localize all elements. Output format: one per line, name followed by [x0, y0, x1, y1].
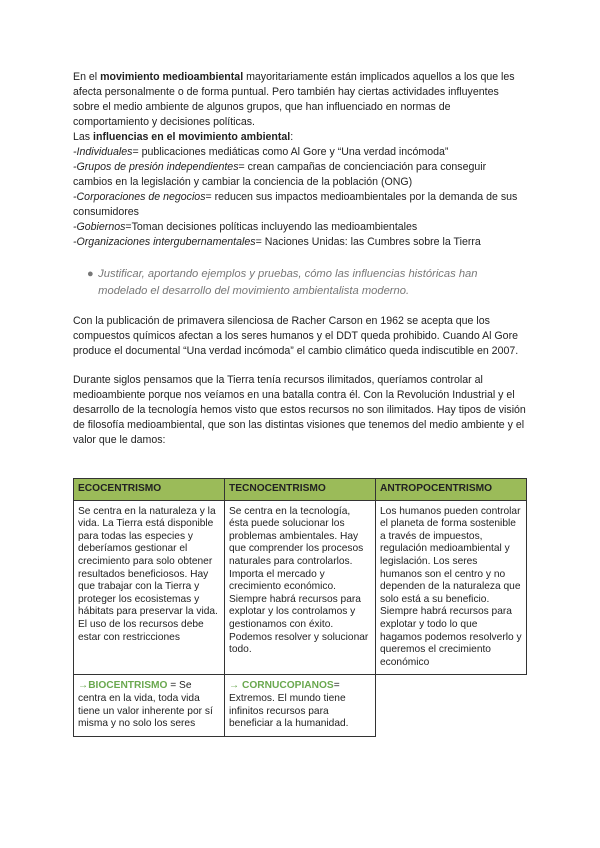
cell-biocentrismo: →BIOCENTRISMO = Se centra en la vida, toda vida tiene un valor inherente por sí misma y no solo los seres [74, 675, 225, 736]
influence-item: -Individuales= publicaciones mediáticas como Al Gore y “Una verdad incómoda” [73, 146, 449, 158]
header-ecocentrismo: ECOCENTRISMO [74, 479, 225, 501]
intro-paragraph: En el movimiento medioambiental mayoritariamente están implicados aquellos a los que les afecta personalmente o de forma puntual. Pero también hay ciertas actividades influyentes sobre el medio ambiente de algunos grupos, que han influenciado en normas de comportamiento y decisiones políticas. [73, 71, 515, 128]
influence-item: -Gobiernos=Toman decisiones políticas incluyendo las medioambientales [73, 221, 418, 233]
cell-tecnocentrismo: Se centra en la tecnología, ésta puede solucionar los problemas ambientales. Hay que comprender los procesos naturales para controlarlos. Importa el mercado y crecimiento económico. Siempre habrá recursos para explotar y los controlamos y gestionamos con éxito. Podemos resolver y solucionar todo. [225, 500, 376, 675]
philosophy-table [73, 478, 527, 737]
influence-item: -Organizaciones intergubernamentales= Naciones Unidas: las Cumbres sobre la Tierra [73, 236, 481, 248]
biocentrismo-term: →BIOCENTRISMO [78, 680, 168, 692]
header-antropocentrismo: ANTROPOCENTRISMO [376, 479, 527, 501]
cornucopianos-term: → CORNUCOPIANOS [229, 680, 334, 692]
document-page [73, 70, 528, 737]
cell-antropocentrismo: Los humanos pueden controlar el planeta de forma sostenible a través de impuestos, regulación medioambiental y legislación. Los seres humanos son el centro y no dependen de la naturaleza que solo está a su beneficio. Siempre habrá recursos para explotar y todo lo que hagamos podemos resolverlo y queremos el crecimiento económico [376, 500, 527, 675]
influences-heading: Las influencias en el movimiento ambiental: [73, 131, 294, 143]
bullet-icon: ● [87, 268, 94, 280]
paragraph-philosophy: Durante siglos pensamos que la Tierra tenía recursos ilimitados, queríamos controlar al medioambiente porque nos veíamos en una batalla contra él. Con la Revolución Industrial y el desarrollo de la tecnología hemos visto que estos recursos no son ilimitados. Hay tipos de visión de filosofía medioambiental, que son las distintas visiones que tenemos del medio ambiente y el valor que le damos: [73, 374, 526, 446]
cell-ecocentrismo: Se centra en la naturaleza y la vida. La Tierra está disponible para todas las especies y deberíamos gestionar el crecimiento para solo obtener resultados beneficiosos. Hay que trabajar con la Tierra y proteger los ecosistemas y hábitats para preservar la vida. El uso de los recursos debe estar con restricciones [74, 500, 225, 675]
header-tecnocentrismo: TECNOCENTRISMO [225, 479, 376, 501]
bullet-text: Justificar, aportando ejemplos y pruebas, cómo las influencias históricas han modelado el desarrollo del movimiento ambientalista moderno. [98, 268, 478, 297]
bullet-item [87, 266, 528, 300]
bold-term: movimiento medioambiental [100, 71, 244, 83]
influence-item: -Corporaciones de negocios= reducen sus impactos medioambientales por la demanda de sus consumidores [73, 191, 518, 218]
empty-cell [376, 675, 527, 736]
paragraph-carson: Con la publicación de primavera silenciosa de Racher Carson en 1962 se acepta que los compuestos químicos afectan a los seres humanos y el DDT queda prohibido. Cuando Al Gore produce el documental “Una verdad incómoda” el cambio climático queda indiscutible en 2007. [73, 315, 519, 357]
influence-item: -Grupos de presión independientes= crean campañas de concienciación para conseguir cambios en la legislación y cambiar la conciencia de la población (ONG) [73, 161, 487, 188]
cell-cornucopianos: → CORNUCOPIANOS= Extremos. El mundo tiene infinitos recursos para beneficiar a la humanidad. [225, 675, 376, 736]
